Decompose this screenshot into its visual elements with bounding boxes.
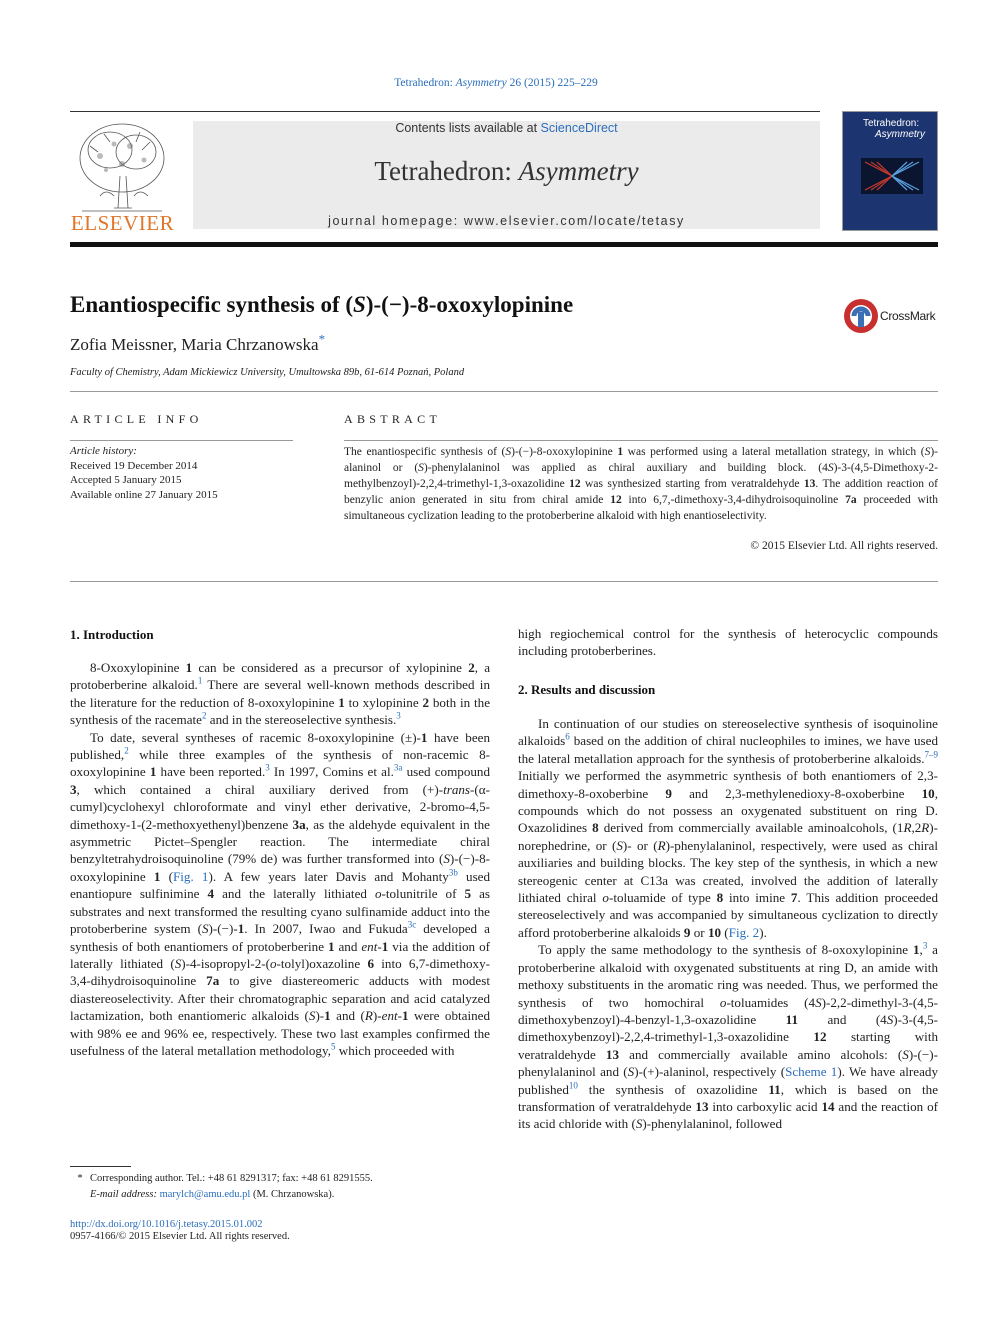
issn-copyright: 0957-4166/© 2015 Elsevier Ltd. All rights reserved. bbox=[70, 1231, 290, 1242]
abstract-text: The enantiospecific synthesis of (S)-(−)-8-oxoxylopinine 1 was performed using a lateral metallation strategy, in which (S)-alaninol or (S)-phenylalaninol was applied as chiral auxiliary and building block. (4S)-3-(4,5-Dimethoxy-2-methylbenzoyl)-2,2,4-trimethyl-1,3-oxazolidine 12 was synthesized starting from veratraldehyde 13. The addition reaction of benzylic anion generated in situ from chiral amide 12 into 6,7,-dimethoxy-3,4-dihydroisoquinoline 7a proceeded with simultaneous cyclization leading to the protoberberine alkaloid with high enantioselectivity. bbox=[344, 446, 939, 523]
abstract-end-rule bbox=[70, 581, 938, 582]
email-link[interactable]: marylch@amu.edu.pl bbox=[159, 1188, 251, 1200]
introduction-text: 8-Oxoxylopinine 1 can be considered as a precursor of xylopinine 2, a protoberberine alkaloid.$^1$ There are several well-known methods described in the literature for the reduction of 8-oxoxylopinine 1 to xylopinine 2 both in the synthesis of the racemate$^2$ and in the stereoselective synthesis.$^3$ To date, several syntheses of racemic 8-oxoxylopinine (±)-1 have been published,$^2$ while three examples of the synthesis of non-racemic 8-oxoxylopinine 1 have been reported.$^3$ In 1997, Comins et al.$^{3a}$ used compound 3, which contained a chiral auxiliary derived from (+)-trans-(α-cumyl)cyclohexyl chloroformate and vinyl ether derivative, 2-bromo-4,5-dimethoxy-1-(2-methoxyethenyl)benzene 3a, as the aldehyde equivalent in the asymmetric Pictet–Spengler reaction. The intermediate chiral benzyltetrahydroisoquinoline (79% de) was further transformed into (S)-(−)-8-oxoxylopinine 1 (Fig. 1). A few years later Davis and Mohanty$^{3b}$ used enantiopure sulfinimine 4 and the laterally lithiated o-tolunitrile of 5 as substrates and next transformed the resulting cyano sulfinamide adduct into the protoberberine system (S)-(−)-1. In 2007, Iwao and Fukuda$^{3c}$ developed a synthesis of both enantiomers of protoberberine 1 and ent-1 via the addition of laterally lithiated (S)-4-isopropyl-2-(o-tolyl)oxazoline 6 into 6,7-dimethoxy-3,4-dihydroisoquinoline 7a to give diastereomeric adducts with modest diastereoselectivity. After their chromatographic separation and acid catalyzed lactamization, both enantiomeric alkaloids (S)-1 and (R)-ent-1 were obtained with 98% ee and 96% ee, respectively. These two last examples confirmed the usefulness of the lateral metallation methodology,$^5$ which proceeded with bbox=[70, 660, 491, 1058]
crossmark-label[interactable]: CrossMark bbox=[880, 309, 936, 323]
homepage-link[interactable]: www.elsevier.com/locate/tetasy bbox=[463, 214, 685, 228]
article-info-rule bbox=[70, 440, 293, 441]
footnote: * Corresponding author. Tel.: +48 61 8291317; fax: +48 61 8291555. E-mail address: marylch@amu.edu.pl (M. Chrzanowska). bbox=[77, 1173, 373, 1200]
affiliation: Faculty of Chemistry, Adam Mickiewicz University, Umultowska 89b, 61-614 Poznań, Poland bbox=[70, 367, 465, 378]
results-text: In continuation of our studies on stereoselective synthesis of isoquinoline alkaloids$^6$ based on the addition of chiral nucleophiles to imines, we have used the lateral metallation approach for the synthesis of protoberberine alkaloids.$^{7-9}$ Initially we performed the asymmetric synthesis of both enantiomers of 2,3-dimethoxy-8-oxoberbine 9 and 2,3-methylenedioxy-8-oxoberbine 10, compounds which do not possess an oxygenated substituent on ring D. Oxazolidines 8 derived from commercially available aminoalcohols, (1R,2R)-norephedrine, or (S)- or (R)-phenylalaninol, respectively, were used as chiral auxiliaries and building blocks. The key step of the synthesis, in which a new stereogenic center at C13a was created, involved the addition of laterally lithiated chiral o-toluamide of type 8 into imine 7. This addition proceeded stereoselectively and was accompanied by simultaneous cyclization to directly afford protoberberine alkaloids 9 or 10 (Fig. 2). To apply the same methodology to the synthesis of 8-oxoxylopinine 1,$^3$ a protoberberine alkaloid with oxygenated substituents at ring D, an amide with methoxy substituents in the aromatic ring was needed. Thus, we performed the synthesis of two homochiral o-toluamides (4S)-2,2-dimethyl-3-(4,5-dimethoxybenzoyl)-4-benzyl-1,3-oxazolidine 11 and (4S)-3-(4,5-dimethoxybenzoyl)-2,2,4-trimethyl-1,3-oxazolidine 12 starting with veratraldehyde 13 and commercially available amino alcohols: (S)-(−)-phenylalaninol and (S)-(+)-alaninol, respectively (Scheme 1). We have already published$^{10}$ the synthesis of oxazolidine 11, which is based on the transformation of veratraldehyde 13 into carboxylic acid 14 and the reaction of its acid chloride with (S)-phenylalaninol, followed bbox=[518, 716, 939, 1132]
contents-line: Contents lists available at ScienceDirect bbox=[395, 121, 618, 135]
abstract-copyright: © 2015 Elsevier Ltd. All rights reserved. bbox=[750, 540, 938, 552]
article-history: Article history: Received 19 December 2014 Accepted 5 January 2015 Available online 27 January 2015 bbox=[70, 445, 218, 501]
crossmark-icon[interactable] bbox=[843, 298, 879, 334]
abstract-rule bbox=[344, 440, 938, 441]
corresponding-author-mark[interactable]: * bbox=[318, 331, 326, 347]
fig1-link[interactable]: Fig. 1 bbox=[172, 868, 209, 884]
abstract-heading: ABSTRACT bbox=[344, 412, 442, 426]
header-rule bbox=[70, 111, 820, 112]
scheme1-link[interactable]: Scheme 1 bbox=[785, 1064, 838, 1080]
journal-citation[interactable]: Tetrahedron: Asymmetry 26 (2015) 225–229 bbox=[394, 77, 598, 89]
cover-art-icon bbox=[861, 158, 923, 194]
header-thick-rule bbox=[70, 242, 938, 247]
section-results-heading: 2. Results and discussion bbox=[518, 682, 656, 697]
publisher-logo: ELSEVIER bbox=[70, 211, 175, 235]
article-title: Enantiospecific synthesis of (S)-(−)-8-oxoxylopinine bbox=[70, 292, 574, 317]
doi-link[interactable]: http://dx.doi.org/10.1016/j.tetasy.2015.01.002 bbox=[70, 1219, 263, 1230]
affiliation-rule bbox=[70, 391, 938, 392]
footnote-rule bbox=[70, 1166, 131, 1167]
article-info-heading: ARTICLE INFO bbox=[70, 412, 203, 426]
authors: Zofia Meissner, Maria Chrzanowska* bbox=[70, 331, 326, 354]
journal-cover[interactable] bbox=[842, 111, 938, 231]
cover-title: Tetrahedron: Asymmetry bbox=[863, 118, 925, 140]
section-introduction-heading: 1. Introduction bbox=[70, 627, 154, 642]
introduction-text-continued: high regiochemical control for the synthesis of heterocyclic compounds including protoberberines. bbox=[518, 626, 938, 659]
journal-name: Tetrahedron: Asymmetry bbox=[374, 156, 639, 186]
fig2-link[interactable]: Fig. 2 bbox=[728, 924, 760, 940]
journal-homepage: journal homepage: www.elsevier.com/locate/tetasy bbox=[328, 214, 685, 228]
sciencedirect-link[interactable]: ScienceDirect bbox=[540, 121, 618, 135]
